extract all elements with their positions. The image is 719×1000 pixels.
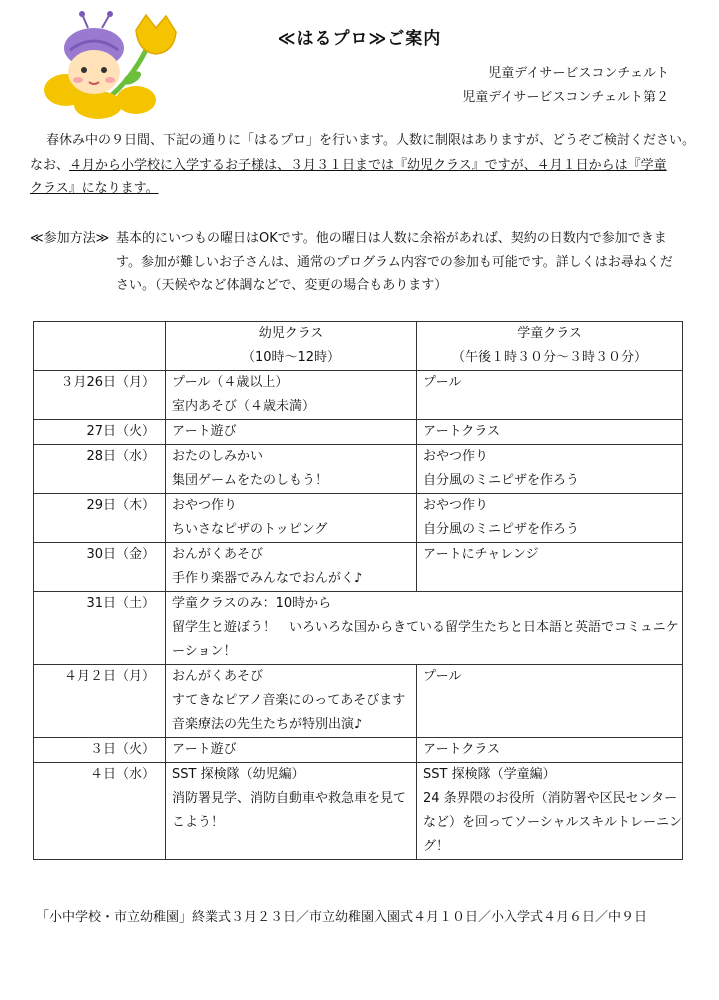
date-cell: ３月26日（月） [34,371,166,420]
young-class-activity-cell [166,371,417,420]
school-class-activity-cell [417,420,683,445]
date-cell: ４月２日（月） [34,665,166,738]
date-cell: 30日（金） [34,543,166,592]
intro-line-3-notice: クラス』になります。 [30,181,159,196]
young-class-activity-cell [166,543,417,592]
intro-line-2 [30,155,667,177]
young-class-activity-cell-line: アート遊び [172,424,237,439]
table-row [34,445,683,494]
header-school-class [417,322,683,371]
header-date-cell [34,322,166,371]
school-class-activity-cell-line: おやつ作り [423,498,489,513]
school-class-activity-cell-line: アートにチャレンジ [423,547,539,562]
school-class-activity-cell-line: 自分風のミニピザを作ろう [423,522,580,537]
school-class-activity-cell-line: SST 探検隊（学童編） [423,767,556,782]
date-cell: 29日（木） [34,494,166,543]
school-class-activity-cell [417,445,683,494]
school-class-activity-cell [417,738,683,763]
school-class-activity-cell [417,543,683,592]
merged-activity-cell-line: 学童クラスのみ：10時から [172,596,332,611]
table-row [34,738,683,763]
date-cell: 27日（火） [34,420,166,445]
merged-activity-cell-line: 留学生と遊ぼう！ いろいろな国からきている留学生たちと日本語と英語でコミュニケ [172,620,679,635]
date-cell: ３日（火） [34,738,166,763]
school-class-activity-cell-line: アートクラス [423,742,500,757]
table-row [34,592,683,665]
young-class-activity-cell [166,665,417,738]
table-row [34,371,683,420]
young-class-activity-cell-line: こよう！ [172,815,225,830]
page-title: ≪はるプロ≫ご案内 [277,29,442,49]
young-class-name: 幼児クラス [258,326,324,341]
young-class-activity-cell [166,420,417,445]
table-row [34,543,683,592]
young-class-activity-cell-line: 室内あそび（４歳未満） [172,399,316,414]
young-class-activity-cell-line: おたのしみかい [172,449,264,464]
table-row [34,494,683,543]
school-class-activity-cell-line: プール [423,375,462,390]
school-class-activity-cell-line: 自分風のミニピザを作ろう [423,473,580,488]
school-class-activity-cell-line: アートクラス [423,424,500,439]
school-class-activity-cell-line: プール [423,669,462,684]
footer-note: 「小中学校・市立幼稚園」終業式３月２３日／市立幼稚園入園式４月１０日／小入学式４月６日／中９日 [36,910,648,925]
young-class-activity-cell-line: おんがくあそび [172,669,264,684]
date-cell: 31日（土） [34,592,166,665]
young-class-activity-cell-line: SST 探検隊（幼児編） [172,767,305,782]
young-class-activity-cell-line: おやつ作り [172,498,238,513]
intro-line-2-prefix: なお、 [30,158,70,173]
young-class-activity-cell [166,445,417,494]
intro-line-2-notice: ４月から小学校に入学するお子様は、３月３１日までは『幼児クラス』ですが、４月１日からは『学童 [69,158,667,173]
school-class-activity-cell-line: おやつ作り [423,449,489,464]
method-label: ≪参加方法≫ [30,231,110,246]
method-line-2: す。参加が難しいお子さんは、通常のプログラム内容での参加も可能です。詳しくはお尋ねくだ [116,255,673,270]
young-class-activity-cell-line: ちいさなピザのトッピング [172,522,328,537]
table-header-row [34,322,683,371]
young-class-time: （10時～12時） [241,350,341,365]
table-row [34,665,683,738]
young-class-activity-cell [166,494,417,543]
header-young-class [166,322,417,371]
date-cell: ４日（水） [34,763,166,860]
school-class-activity-cell [417,371,683,420]
young-class-activity-cell-line: プール（４歳以上） [172,375,289,390]
school-class-activity-cell [417,665,683,738]
young-class-activity-cell-line: 手作り楽器でみんなでおんがく♪ [172,571,363,586]
school-class-activity-cell [417,763,683,860]
organization-name-2: 児童デイサービスコンチェルト第２ [462,90,669,105]
young-class-activity-cell [166,763,417,860]
organization-name-1: 児童デイサービスコンチェルト [488,66,669,81]
young-class-activity-cell-line: 消防署見学、消防自動車や救急車を見て [172,791,407,806]
young-class-activity-cell-line: 音楽療法の先生たちが特別出演♪ [172,717,363,732]
young-class-activity-cell-line: おんがくあそび [172,547,264,562]
young-class-activity-cell-line: 集団ゲームをたのしもう！ [172,473,329,488]
merged-activity-cell [166,592,683,665]
table-row [34,763,683,860]
school-class-time: （午後１時３０分～３時３０分） [451,350,647,365]
method-line-3: さい。（天候やなど体調などで、変更の場合もあります） [116,278,448,293]
schedule-table [33,321,683,860]
table-row [34,420,683,445]
young-class-activity-cell-line: アート遊び [172,742,237,757]
school-class-name: 学童クラス [517,326,582,341]
intro-line-1: 春休み中の９日間、下記の通りに「はるプロ」を行います。人数に制限はありますが、どうぞご検討ください。 [46,133,695,148]
date-cell: 28日（水） [34,445,166,494]
method-line-1: 基本的にいつもの曜日はOKです。他の曜日は人数に余裕があれば、契約の日数内で参加できま [116,231,667,246]
school-class-activity-cell-line: グ！ [423,839,450,854]
school-class-activity-cell [417,494,683,543]
merged-activity-cell-line: ーション！ [172,644,237,659]
young-class-activity-cell-line: すてきなピアノ音楽にのってあそびます [172,693,406,708]
school-class-activity-cell-line: など）を回ってソーシャルスキルトレーニン [423,815,682,830]
school-class-activity-cell-line: 24 条界隈のお役所（消防署や区民センター [423,791,678,806]
young-class-activity-cell [166,738,417,763]
